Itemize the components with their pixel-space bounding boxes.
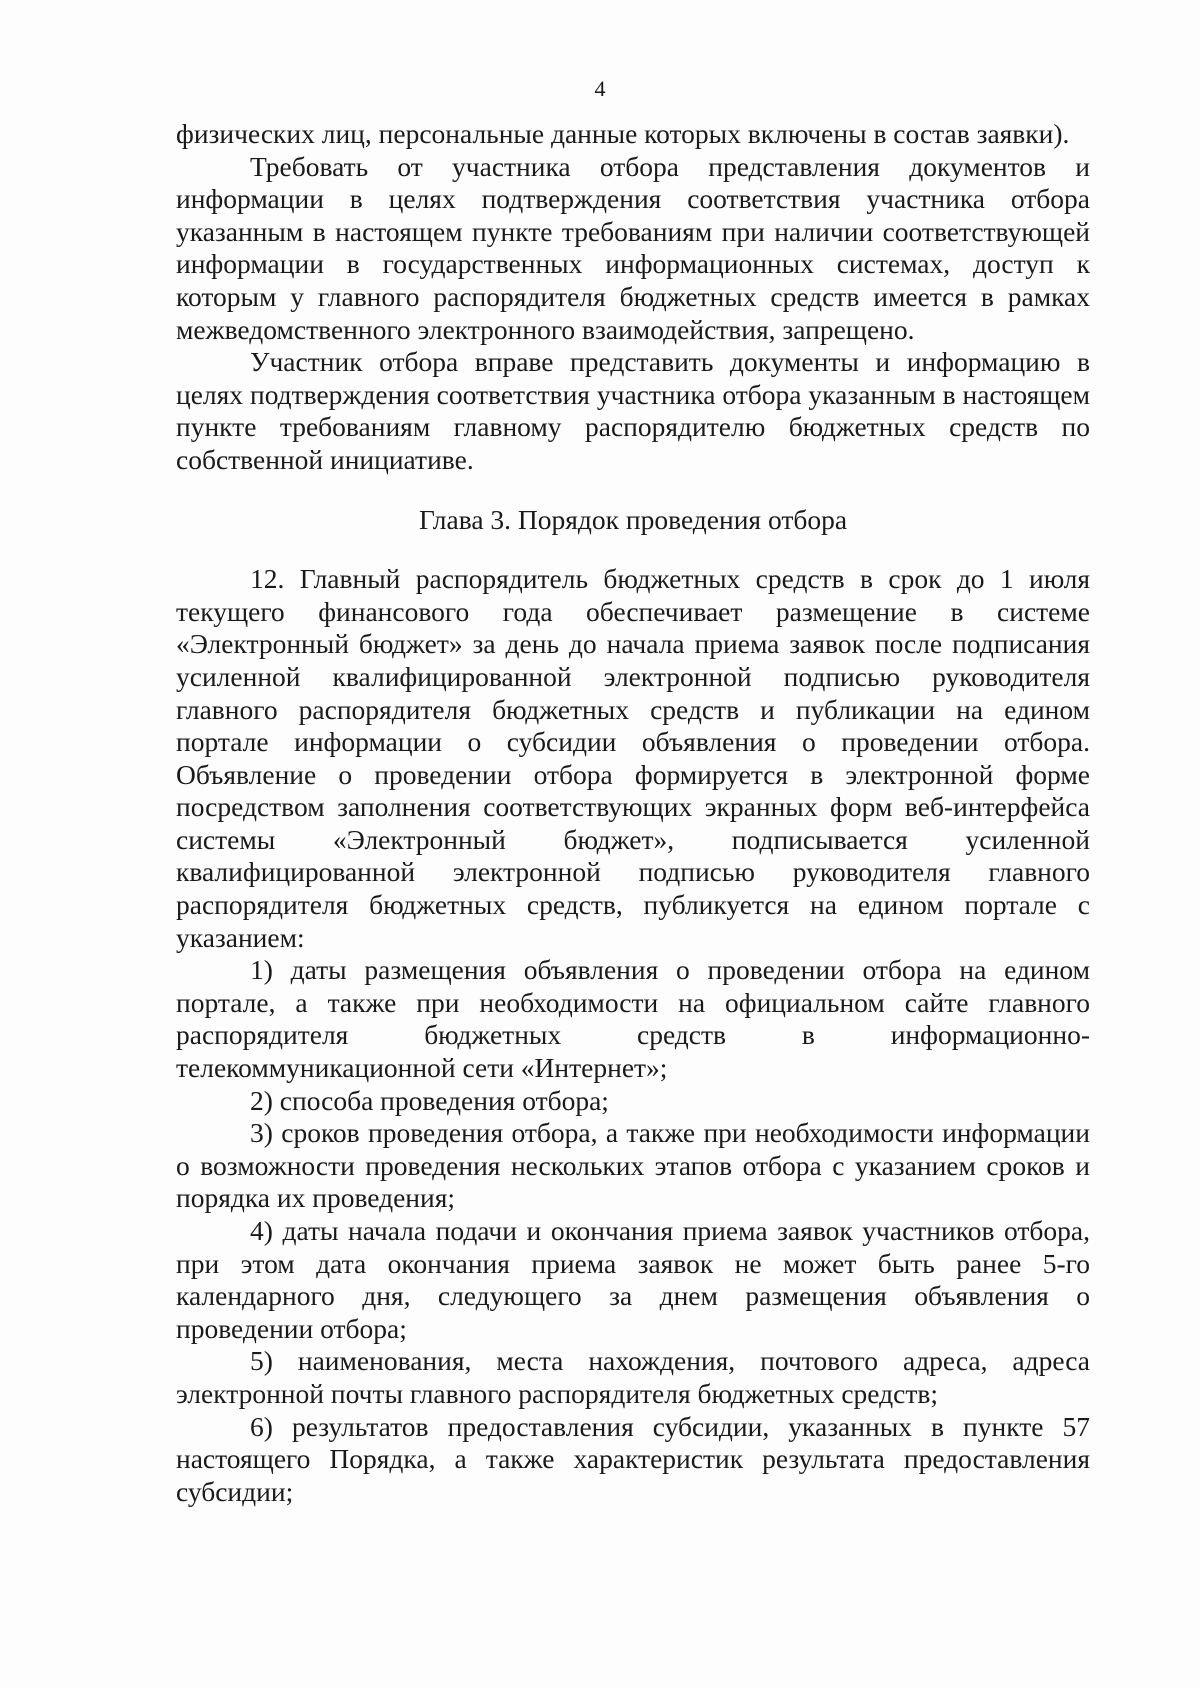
page-number: 4: [594, 76, 606, 101]
list-item-4: 4) даты начала подачи и окончания приема заявок участников отбора, при этом дата окончания приема заявок не может быть ранее 5-го календарного дня, следующего за днем размещения объявления о проведении отбора;: [176, 1215, 1090, 1344]
paragraph-continuation: физических лиц, персональные данные которых включены в состав заявки).: [176, 118, 1070, 149]
paragraph-document-requirement-ban: Требовать от участника отбора представления документов и информации в целях подтверждения соответствия участника отбора указанным в настоящем пункте требованиям при наличии соответствующей информации в государственных информационных системах, доступ к которым у главного распорядителя бюджетных средств имеется в рамках межведомственного электронного взаимодействия, запрещено.: [176, 150, 1090, 345]
list-item-2: 2) способа проведения отбора;: [250, 1084, 609, 1116]
list-item-5: 5) наименования, места нахождения, почтового адреса, адреса электронной почты главного распорядителя бюджетных средств;: [176, 1345, 1090, 1409]
list-item-6: 6) результатов предоставления субсидии, указанных в пункте 57 настоящего Порядка, а также характеристик результата предоставления субсидии;: [176, 1410, 1090, 1507]
list-item-1: 1) даты размещения объявления о проведении отбора на едином портале, а также при необходимости на официальном сайте главного распорядителя бюджетных средств в информационно-телекоммуникационной сети «Интернет»;: [176, 954, 1090, 1084]
paragraph-section-12: 12. Главный распорядитель бюджетных средств в срок до 1 июля текущего финансового года обеспечивает размещение в системе «Электронный бюджет» за день до начала приема заявок после подписания усиленной квалифицированной электронной подписью руководителя главного распорядителя бюджетных средств и публикации на едином портале информации о субсидии объявления о проведении отбора. Объявление о проведении отбора формируется в электронной форме посредством заполнения соответствующих экранных форм веб-интерфейса системы «Электронный бюджет», подписывается усиленной квалифицированной электронной подписью руководителя главного распорядителя бюджетных средств, публикуется на едином портале с указанием:: [176, 563, 1090, 953]
document-body: [176, 118, 1090, 1508]
chapter-heading: Глава 3. Порядок проведения отбора: [418, 503, 848, 535]
paragraph-participant-right: Участник отбора вправе представить документы и информацию в целях подтверждения соответствия участника отбора указанным в настоящем пункте требованиям главному распорядителю бюджетных средств по собственной инициативе.: [176, 346, 1090, 475]
list-item-3: 3) сроков проведения отбора, а также при необходимости информации о возможности проведения нескольких этапов отбора с указанием сроков и порядка их проведения;: [176, 1117, 1090, 1214]
